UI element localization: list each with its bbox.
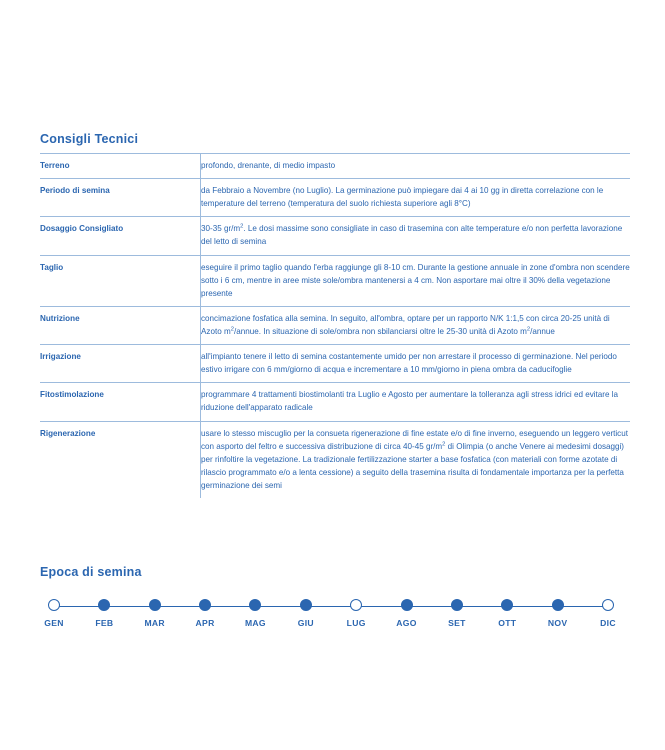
table-row bbox=[40, 179, 630, 217]
table-row bbox=[40, 306, 630, 344]
row-label: Irrigazione bbox=[40, 345, 201, 383]
month-label: LUG bbox=[346, 618, 366, 628]
month-dot-filled-icon bbox=[199, 599, 211, 611]
section-title-epoca-di-semina: Epoca di semina bbox=[40, 565, 142, 579]
month-label: GIU bbox=[297, 618, 314, 628]
sowing-period-section bbox=[40, 565, 630, 643]
month-label: GEN bbox=[44, 618, 64, 628]
month-label: NOV bbox=[547, 618, 568, 628]
month-dot-filled-icon bbox=[451, 599, 463, 611]
month-label: SET bbox=[448, 618, 466, 628]
sowing-timeline bbox=[42, 597, 620, 643]
row-value: programmare 4 trattamenti biostimolanti tra Luglio e Agosto per aumentare la tolleranza agli stress idrici ed evitare la riduzione dell'apparato radicale bbox=[201, 390, 619, 413]
timeline-month-mag[interactable] bbox=[231, 597, 279, 628]
timeline-month-lug[interactable] bbox=[332, 597, 380, 628]
timeline-month-set[interactable] bbox=[433, 597, 481, 628]
timeline-month-gen[interactable] bbox=[30, 597, 78, 628]
section-title-consigli-tecnici: Consigli Tecnici bbox=[40, 132, 139, 146]
row-value: eseguire il primo taglio quando l'erba raggiunge gli 8-10 cm. Durante la gestione annuale in zone d'ombra non scendere sotto i 6 cm, mentre in aree miste sole/ombra mantenersi a 4 cm. Non asportare mai oltre il 30% della vegetazione presente bbox=[201, 262, 630, 298]
month-label: AGO bbox=[396, 618, 417, 628]
row-label: Nutrizione bbox=[40, 306, 201, 344]
month-dot-filled-icon bbox=[249, 599, 261, 611]
timeline-month-ott[interactable] bbox=[483, 597, 531, 628]
row-label: Terreno bbox=[40, 154, 201, 179]
timeline-month-feb[interactable] bbox=[80, 597, 128, 628]
month-dot-filled-icon bbox=[98, 599, 110, 611]
month-dot-filled-icon bbox=[501, 599, 513, 611]
row-label: Rigenerazione bbox=[40, 421, 201, 498]
month-dot-empty-icon bbox=[350, 599, 362, 611]
month-label: MAR bbox=[144, 618, 165, 628]
row-value: da Febbraio a Novembre (no Luglio). La germinazione può impiegare dai 4 ai 10 gg in diretta correlazione con le temperature del terreno (temperatura del suolo richiesta superiore agli 8°C) bbox=[201, 186, 604, 209]
month-label: DIC bbox=[600, 618, 616, 628]
row-value: profondo, drenante, di medio impasto bbox=[201, 161, 336, 170]
month-dot-empty-icon bbox=[602, 599, 614, 611]
row-value: usare lo stesso miscuglio per la consueta rigenerazione di fine estate e/o di fine inverno, eseguendo un leggero verticut con asporto del feltro e successiva distribuzione di circa 40-45 $gr/m^2$ di Olimpia (o anche Venere ai medesimi dosaggi) per rinfoltire la vegetazione. La tradizionale fertilizzazione starter a base fosfatica (con materiali con forme azotate di rilascio programmato e/o a lenta cessione) a seguito della trasemina risulta di fondamentale importanza per la perfetta germinazione dei semi bbox=[201, 428, 628, 490]
table-row bbox=[40, 154, 630, 179]
month-dot-filled-icon bbox=[552, 599, 564, 611]
row-value: concimazione fosfatica alla semina. In seguito, all'ombra, optare per un rapporto N/K 1:1,5 con circa 20-25 unità di Azoto $m^2$/annue. In situazione di sole/ombra non sbilanciarsi oltre le 25-30 unità di Azoto $m^2$/annue bbox=[201, 313, 610, 336]
row-label: Taglio bbox=[40, 255, 201, 306]
row-label: Fitostimolazione bbox=[40, 383, 201, 421]
timeline-month-nov[interactable] bbox=[534, 597, 582, 628]
technical-advice-section bbox=[40, 132, 630, 498]
table-row bbox=[40, 421, 630, 498]
timeline-month-mar[interactable] bbox=[131, 597, 179, 628]
row-value: 30-35 $gr/m^2$. Le dosi massime sono consigliate in caso di trasemina con alte temperature e/o non perfetta lavorazione del letto di semina bbox=[201, 223, 623, 247]
table-row bbox=[40, 255, 630, 306]
month-dot-empty-icon bbox=[48, 599, 60, 611]
month-dot-filled-icon bbox=[401, 599, 413, 611]
timeline-month-ago[interactable] bbox=[383, 597, 431, 628]
timeline-month-dic[interactable] bbox=[584, 597, 632, 628]
month-label: APR bbox=[195, 618, 215, 628]
technical-advice-table-body bbox=[40, 154, 630, 499]
timeline-month-apr[interactable] bbox=[181, 597, 229, 628]
month-dot-filled-icon bbox=[149, 599, 161, 611]
row-value: all'impianto tenere il letto di semina costantemente umido per non arrestare il processo di germinazione. Nel periodo estivo irrigare con 6 mm/giorno di acqua e incrementare a 10 mm/giorno in piena ombra da caducifoglie bbox=[201, 352, 617, 375]
table-row bbox=[40, 345, 630, 383]
table-row bbox=[40, 217, 630, 255]
month-label: OTT bbox=[498, 618, 517, 628]
row-label: Periodo di semina bbox=[40, 179, 201, 217]
month-label: MAG bbox=[244, 618, 266, 628]
month-label: FEB bbox=[95, 618, 114, 628]
table-row bbox=[40, 383, 630, 421]
technical-advice-table bbox=[40, 153, 630, 498]
row-label: Dosaggio Consigliato bbox=[40, 217, 201, 255]
month-dot-filled-icon bbox=[300, 599, 312, 611]
timeline-month-giu[interactable] bbox=[282, 597, 330, 628]
